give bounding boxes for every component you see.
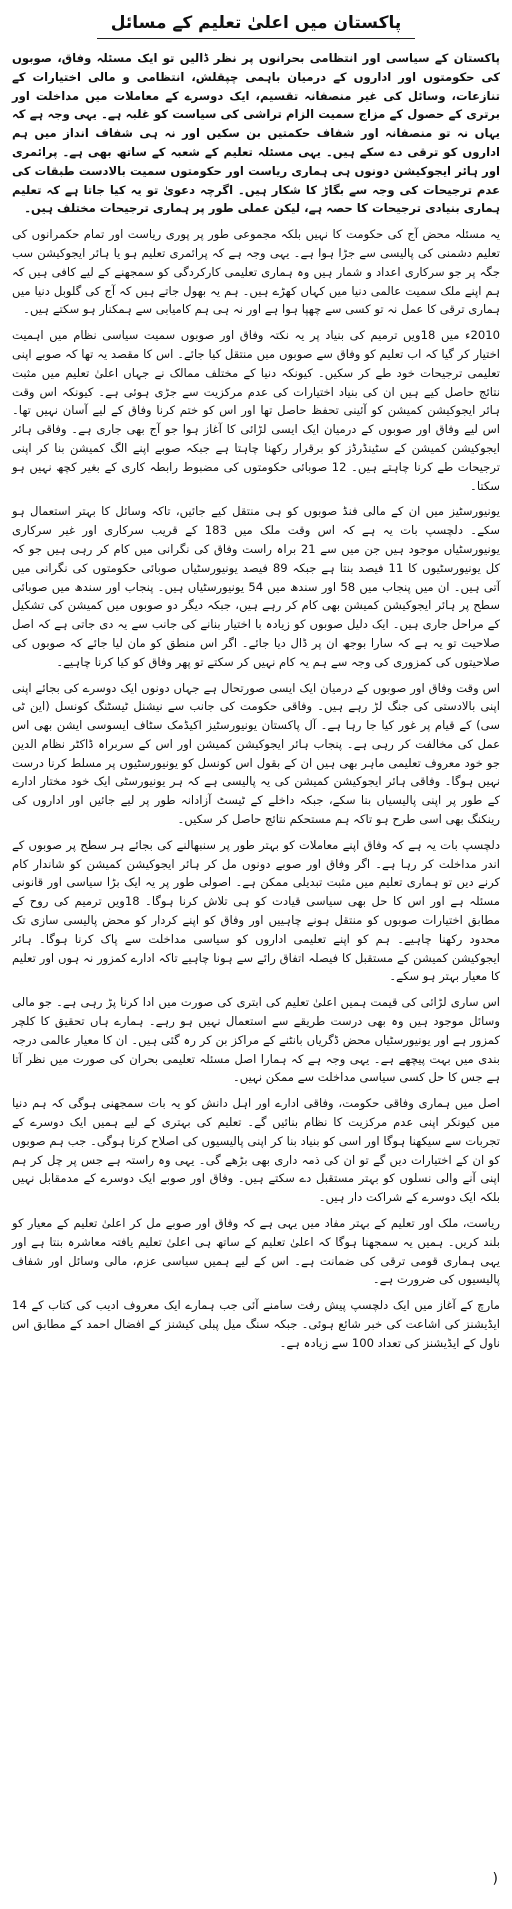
article-paragraph: یونیورسٹیز میں ان کے مالی فنڈ صوبوں کو ہی منتقل کیے جائیں، تاکہ وسائل کا بہتر استعمال ہو سکے۔ دلچسپ بات یہ ہے کہ اس وقت ملک میں 183 کے قریب سرکاری اور غیر سرکاری یونیورسٹیاں موجود ہیں جن میں سے 21 براہ راست وفاق کی نگرانی میں کام کر رہی ہیں جو کہ کل یونیورسٹیوں کا 11 فیصد بنتا ہے جبکہ 89 فیصد یونیورسٹیاں صوبائی حکومتوں کی نگرانی میں آتی ہیں۔ ان میں پنجاب میں 58 اور سندھ میں 54 یونیورسٹیاں ہیں۔ پنجاب اور سندھ میں صوبائی سطح پر ہائر ایجوکیشن کمیشن بھی کام کر رہے ہیں، جبکہ دیگر دو صوبوں میں کمیشن کی تشکیل کے مراحل جاری ہیں۔ ایک دلیل صوبوں کو زیادہ با اختیار بنانے کی جانب سے یہ دی جاتی ہے کہ اصل صلاحیت تو یہ ہے کہ سارا بوجھ ان پر ڈال دیا جائے۔ اگر اس منطق کو مان لیا جائے کہ صوبوں کی صلاحیتوں کی کمزوری کی وجہ سے ہم یہ کام نہیں کر سکتے تو پھر وفاق کو کیا کرنا چاہیے۔ [12,504,501,669]
article-title: پاکستان میں اعلیٰ تعلیم کے مسائل [97,8,416,39]
article-paragraph: 2010ء میں 18ویں ترمیم کی بنیاد پر یہ نکتہ وفاق اور صوبوں سمیت سیاسی نظام میں اہمیت اختیار کر گیا کہ اب تعلیم کو وفاق سے صوبوں میں منتقل کیا جائے۔ اس کا مقصد یہ تھا کہ صوبے اپنی تعلیمی ترجیحات خود طے کر سکیں۔ کیونکہ دنیا کے مختلف ممالک نے جہاں اعلیٰ تعلیم میں مثبت نتائج حاصل کیے ہیں ان کی بنیاد اختیارات کی عدم مرکزیت سے جڑی ہوئی ہے۔ کیونکہ اس وقت ہائر ایجوکیشن کمیشن کو آئینی تحفظ حاصل تھا اور اس کو ختم کرنا وفاق کے لیے آسان نہیں تھا۔ اس لیے وفاق اور صوبوں کے درمیان ایک ایسی لڑائی کا آغاز ہوا جو آج بھی جاری ہے۔ وفاقی ہائر ایجوکیشن کمیشن کے سٹینڈرڈز کو برقرار رکھنا چاہتا ہے جبکہ صوبے اپنے الگ کمیشن بنا کر اپنی ترجیحات طے کرنا چاہتے ہیں۔ 12 صوبائی حکومتوں کی مضبوط رابطہ کاری کے بغیر کچھ نہیں ہو سکتا۔ [12,328,500,493]
article-paragraph: دلچسپ بات یہ ہے کہ وفاق اپنے معاملات کو بہتر طور پر سنبھالنے کی بجائے ہر سطح پر صوبوں کے اندر مداخلت کر رہا ہے۔ اگر وفاق اور صوبے دونوں مل کر ہائر ایجوکیشن کمیشن کو شاندار کام کرنے دیں تو ہماری تعلیم میں مثبت تبدیلی ممکن ہے۔ اصولی طور پر یہ ایک بڑا سیاسی اور قانونی مسئلہ ہے اور اس کا حل بھی سیاسی قیادت کو ہی تلاش کرنا ہوگا۔ 18ویں ترمیم کی روح کے مطابق اختیارات صوبوں کو منتقل ہونے چاہییں اور وفاق کو اپنے کردار کو محض پالیسی سازی تک محدود رکھنا چاہیے۔ ہم کو اپنے تعلیمی اداروں کو سیاسی مداخلت سے پاک کرنا ہوگا۔ ہائر ایجوکیشن کمیشن کے مستقبل کا فیصلہ اتفاق رائے سے ہونا چاہیے تاکہ ادارے کمزور نہ ہوں اور تعلیم کا معیار بہتر ہو سکے۔ [12,837,500,984]
article-paragraph: اس ساری لڑائی کی قیمت ہمیں اعلیٰ تعلیم کی ابتری کی صورت میں ادا کرنا پڑ رہی ہے۔ جو مالی وسائل موجود ہیں وہ بھی درست طریقے سے استعمال نہیں ہو رہے۔ ہمارے ہاں تحقیق کا کلچر کمزور ہے اور یونیورسٹیاں محض ڈگریاں بانٹنے کے مراکز بن کر رہ گئی ہیں۔ ان کا معیار عالمی درجہ بندی میں بہت پیچھے ہے۔ یہی وجہ ہے کہ ہمارا اصل مسئلہ تعلیمی بحران کی صورت میں نظر آتا ہے جس کا حل کسی سیاسی مداخلت سے ممکن نہیں۔ [12,995,500,1085]
article-paragraph: پاکستان کے سیاسی اور انتظامی بحرانوں پر نظر ڈالیں تو ایک مسئلہ وفاق، صوبوں کی حکومتوں اور اداروں کے درمیان باہمی چپقلش، انتظامی و مالی اختیارات کے تنازعات، وسائل کی غیر منصفانہ تقسیم، ایک دوسرے کے معاملات میں مداخلت اور برتری کے حصول کے مزاج سمیت الزام تراشی کی سیاست کو غلبہ ہے۔ یہی وجہ ہے کہ یہاں نہ تو منصفانہ اور شفاف حکمتیں بن سکیں اور نہ ہی شفاف انداز میں ہم اداروں کو ترقی دے سکے ہیں۔ یہی مسئلہ تعلیم کے شعبہ کے ساتھ بھی ہے۔ پرائمری اور ہائر ایجوکیشن دونوں ہی ہماری ریاست اور حکومتوں سمیت بالادست طبقات کی عدم ترجیحات کی وجہ سے بگاڑ کا شکار ہیں۔ اگرچہ دعویٰ تو یہ کیا جاتا ہے کہ تعلیم ہماری بنیادی ترجیحات کا حصہ ہے، لیکن عملی طور پر ہماری ترجیحات مختلف ہیں۔ [12,51,500,216]
article-paragraph: ریاست، ملک اور تعلیم کے بہتر مفاد میں یہی ہے کہ وفاق اور صوبے مل کر اعلیٰ تعلیم کے معیار کو بلند کریں۔ ہمیں یہ سمجھنا ہوگا کہ اعلیٰ تعلیم کے ساتھ ہی اعلیٰ تعلیم یافتہ معاشرہ بنتا ہے اور یہی ہماری قومی ترقی کی ضمانت ہے۔ اس کے لیے ہمیں سیاسی عزم، مالی وسائل اور شفاف پالیسیوں کی ضرورت ہے۔ [12,1216,500,1287]
closing-mark: ( [492,1871,498,1887]
article-paragraph: مارچ کے آغاز میں ایک دلچسپ پیش رفت سامنے آئی جب ہمارے ایک معروف ادیب کی کتاب کے 14 ایڈیشنز کی اشاعت کی خبر شائع ہوئی۔ جبکہ سنگ میل پبلی کیشنز کے افضال احمد کے مطابق اس ناول کے ایڈیشنز کی تعداد 100 سے زیادہ ہے۔ [12,1298,500,1350]
article-paragraph: اس وقت وفاق اور صوبوں کے درمیان ایک ایسی صورتحال ہے جہاں دونوں ایک دوسرے کی بجائے اپنی اپنی بالادستی کی جنگ لڑ رہے ہیں۔ وفاقی حکومت کی جانب سے نیشنل ٹیسٹنگ کونسل (این ٹی سی) کے قیام پر غور کیا جا رہا ہے۔ آل پاکستان یونیورسٹیز اکیڈمک سٹاف ایسوسی ایشن بھی اس عمل کی مخالفت کر رہی ہے۔ پنجاب ہائر ایجوکیشن کمیشن اور اس کے سربراہ ڈاکٹر نظام الدین جو خود معروف تعلیمی ماہر بھی ہیں ان کے بقول اس کونسل کو یونیورسٹیوں پر مسلط کرنا درست نہیں ہوگا۔ وفاقی ہائر ایجوکیشن کمیشن کی یہ پالیسی ہے کہ ہر یونیورسٹی ایک خود مختار ادارے کے طور پر اپنی پالیسیاں بنا سکے، جبکہ داخلے کے ٹیسٹ آزادانہ طور پر لیے جائیں اور اداروں کی رینکنگ بھی اسی طرح ہو تاکہ ہم مستحکم نتائج حاصل کر سکیں۔ [12,680,500,827]
title-wrap [12,8,500,39]
article-paragraph: یہ مسئلہ محض آج کی حکومت کا نہیں بلکہ مجموعی طور پر پوری ریاست اور تمام حکمرانوں کی تعلیم دشمنی کی پالیسی سے جڑا ہوا ہے۔ یہی وجہ ہے کہ پرائمری تعلیم ہو یا ہائر ایجوکیشن سب جگہ پر جو سرکاری اعداد و شمار ہیں وہ ہماری تعلیمی کارکردگی کو سمجھنے کے لیے کافی ہیں کہ ہم اپنے ملک سمیت عالمی دنیا میں کہاں کھڑے ہیں۔ ہم یہ بھول جاتے ہیں کہ آج کی گلوبل دنیا میں ہماری ترقی کا عمل نہ تو کسی سے چھپا ہوا ہے اور نہ ہی ہم کامیابی سے ہمکنار ہو سکتے ہیں۔ [12,227,501,317]
article-body [12,49,500,1353]
article-paragraph: اصل میں ہماری وفاقی حکومت، وفاقی ادارے اور اہل دانش کو یہ بات سمجھنی ہوگی کہ ہم دنیا میں کیونکر اپنی عدم مرکزیت کا نظام بنائیں گے۔ تعلیم کی بہتری کے لیے ہمیں ایک دوسرے کے تجربات سے سیکھنا ہوگا اور اسی کو بنیاد بنا کر اپنی پالیسیوں کی اصلاح کرنا ہوگی۔ جب ہم صوبوں کو ان کے اختیارات دیں گے تو ان کی ذمہ داری بھی بڑھے گی۔ یہی وہ راستہ ہے جس پر چل کر ہم اپنی آنے والی نسلوں کو بہتر مستقبل دے سکتے ہیں۔ وفاق اور صوبے ایک دوسرے کے مدمقابل نہیں بلکہ ایک دوسرے کے شراکت دار ہیں۔ [12,1096,500,1205]
